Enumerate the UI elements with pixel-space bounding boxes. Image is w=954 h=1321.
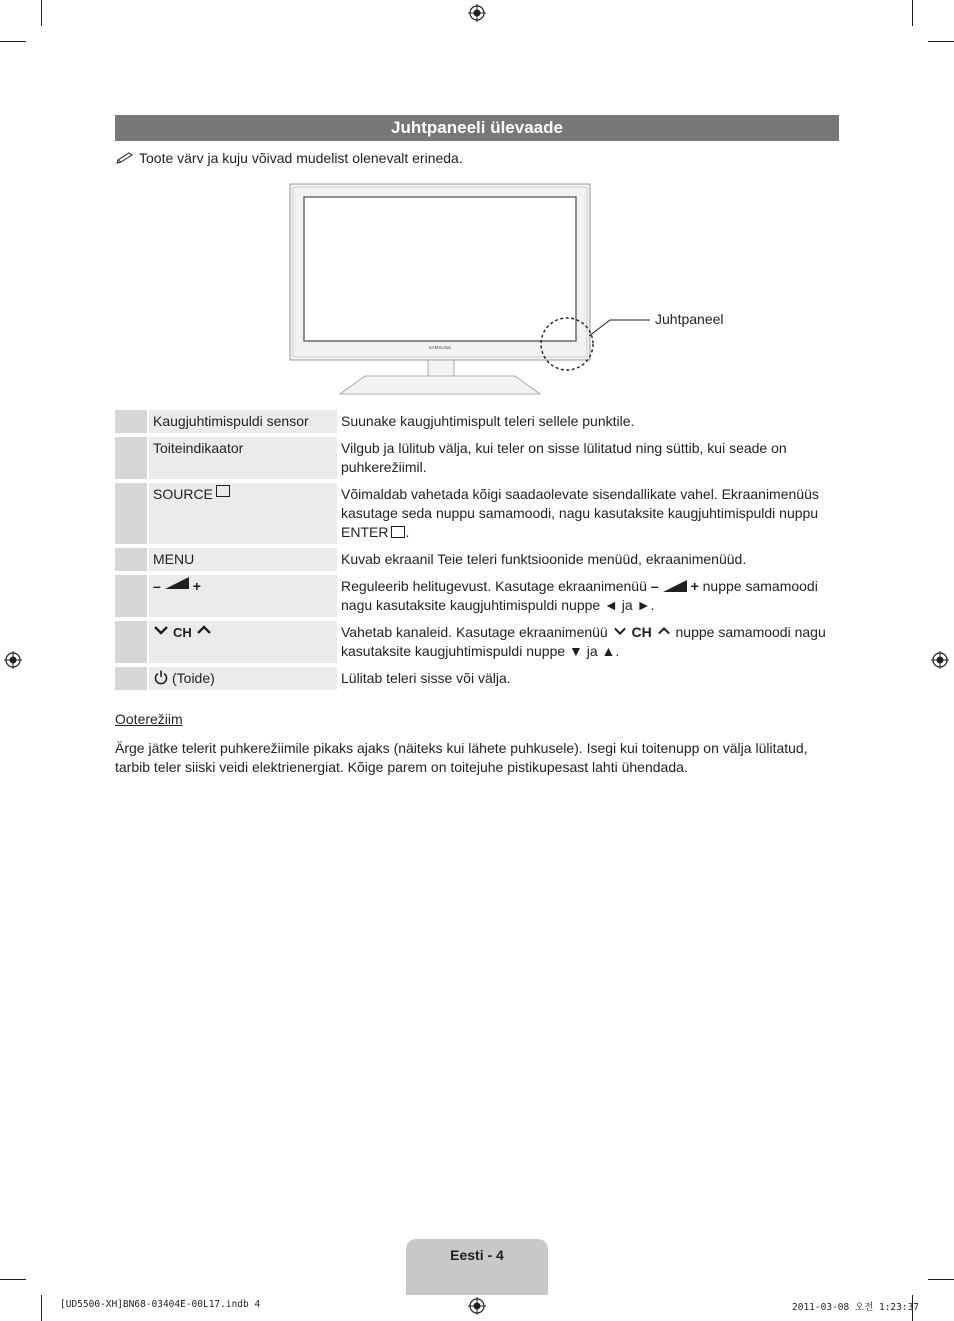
section-title: Juhtpaneeli ülevaade — [115, 115, 839, 141]
control-description: Vahetab kanaleid. Kasutage ekraanimenüü CH nuppe samamoodi nagu kasutaksite kaugjuhtimispuldi nuppe ▼ ja ▲. — [341, 624, 826, 659]
controls-table — [115, 410, 839, 694]
control-description: Reguleerib helitugevust. Kasutage ekraanimenüü – + nuppe samamoodi nagu kasutaksite kaugjuhtimispuldi nuppe ◄ ja ►. — [341, 578, 818, 613]
table-row — [115, 437, 839, 479]
volume-icon — [663, 580, 687, 592]
control-name: MENU — [149, 548, 337, 571]
chevron-up-icon — [656, 625, 672, 637]
crop-mark — [928, 41, 954, 42]
control-description: Vilgub ja lülitub välja, kui teler on sisse lülitatud ning süttib, kui seade on puhkerežiimil. — [341, 440, 787, 475]
control-name — [149, 575, 337, 617]
enter-key-icon — [216, 485, 230, 497]
tv-front-illustration — [280, 180, 740, 400]
control-description: Võimaldab vahetada kõigi saadaolevate sisendallikate vahel. Ekraanimenüüs kasutage seda nuppu samamoodi, nagu kasutaksite kaugjuhtimispuldi nuppu ENTER . — [341, 486, 819, 540]
chevron-down-icon — [612, 625, 628, 637]
control-description: Kuvab ekraanil Teie teleri funktsioonide menüüd, ekraanimenüüd. — [341, 551, 747, 567]
table-row — [115, 410, 839, 433]
pencil-note-icon — [115, 151, 135, 165]
crop-mark — [0, 41, 26, 42]
note — [115, 150, 463, 166]
footer-timestamp: 2011-03-08 오전 1:23:37 — [792, 1302, 920, 1313]
chevron-down-icon — [153, 623, 169, 637]
crop-mark — [0, 1279, 26, 1280]
standby-text: Ärge jätke telerit puhkerežiimile pikaks ajaks (näiteks kui lähete puhkusele). Isegi kui toitenupp on välja lülitatud, tarbib teler siiski veidi elektrienergiat. Kõige parem on toitejuhe pistikupesast lahti ühendada. — [115, 740, 808, 775]
crop-mark — [41, 1295, 42, 1321]
table-row — [115, 667, 839, 690]
tv-brand-logo: SAMSUNG — [428, 345, 452, 350]
control-name: Kaugjuhtimispuldi sensor — [149, 410, 337, 433]
table-row — [115, 483, 839, 544]
enter-label: ENTER — [341, 524, 389, 540]
control-description: Lülitab teleri sisse või välja. — [341, 670, 511, 686]
plus-label: + — [192, 578, 201, 594]
crop-mark — [928, 1279, 954, 1280]
control-name — [149, 621, 337, 663]
footer-file-info: [UD5500-XH]BN68-03404E-00L17.indb 4 — [60, 1299, 261, 1310]
control-name — [149, 483, 337, 544]
power-label: (Toide) — [172, 670, 215, 686]
standby-heading: Ooterežiim — [115, 711, 183, 727]
channel-label: CH — [173, 625, 192, 640]
registration-mark-icon — [4, 651, 22, 669]
table-row — [115, 548, 839, 571]
registration-mark-icon — [931, 651, 949, 669]
registration-mark-icon — [468, 1297, 486, 1315]
crop-mark — [912, 0, 913, 26]
table-row — [115, 621, 839, 663]
volume-icon — [165, 577, 189, 589]
page-number-tab: Eesti - 4 — [406, 1239, 548, 1295]
control-name — [149, 667, 337, 690]
callout-control-panel: Juhtpaneel — [655, 311, 724, 327]
registration-mark-icon — [468, 4, 486, 22]
enter-key-icon — [391, 526, 405, 538]
minus-label: – — [153, 578, 161, 594]
crop-mark — [41, 0, 42, 26]
note-text: Toote värv ja kuju võivad mudelist olenevalt erineda. — [139, 150, 463, 166]
control-description: Suunake kaugjuhtimispult teleri sellele punktile. — [341, 413, 635, 429]
control-name: Toiteindikaator — [149, 437, 337, 479]
chevron-up-icon — [196, 623, 212, 637]
table-row — [115, 575, 839, 617]
power-icon — [153, 669, 169, 685]
source-label: SOURCE — [153, 486, 213, 502]
